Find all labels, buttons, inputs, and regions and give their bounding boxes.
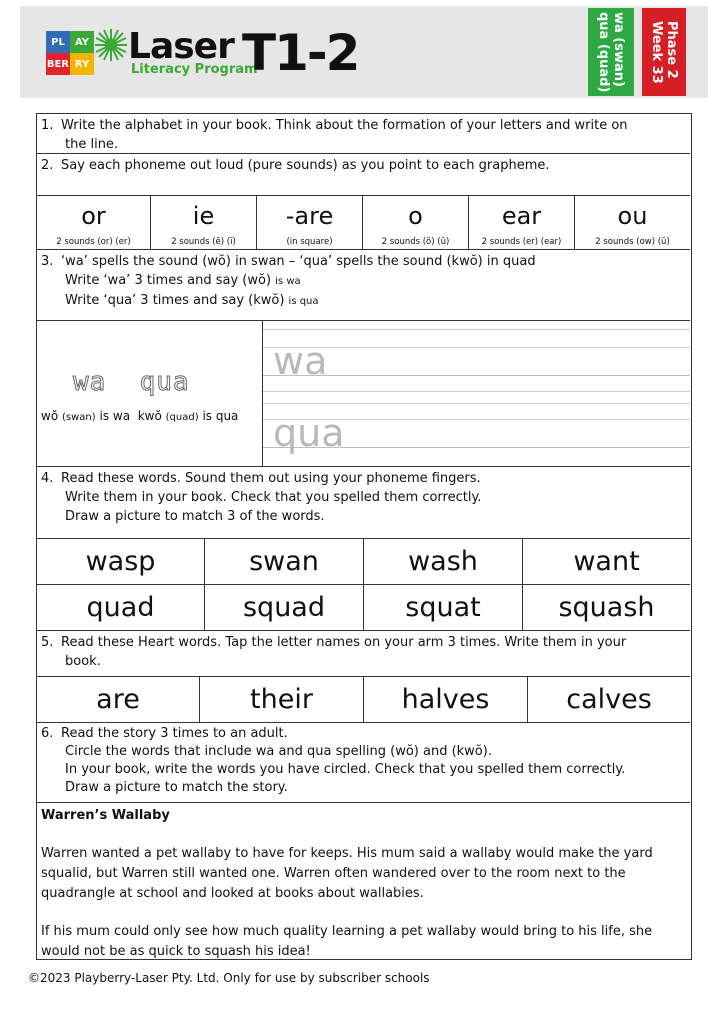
phoneme-grid: [37, 196, 690, 250]
task-4-line-2: Write them in your book. Check that you spelled them correctly.: [65, 490, 482, 505]
task-number: 2.: [41, 158, 54, 173]
sound-note: 2 sounds (ow) (ŭ): [595, 237, 670, 247]
task-5-line-1: Read these Heart words. Tap the letter names on your arm 3 times. Write them in your: [61, 635, 627, 650]
trace-letters: [73, 367, 190, 397]
task-4: [37, 467, 690, 539]
heart-word-card: are: [37, 677, 200, 722]
phase-week-tab: [642, 8, 686, 96]
handwriting-lines[interactable]: [263, 321, 690, 466]
puzzle-piece: RY: [70, 53, 94, 75]
tracing-letters-box: [37, 321, 263, 466]
heart-word-card: calves: [566, 684, 652, 715]
grapheme: ie: [192, 202, 215, 230]
grapheme: o: [408, 202, 423, 230]
trace-wa: wa: [73, 367, 107, 397]
word-card: swan: [205, 539, 364, 584]
grapheme: or: [81, 202, 106, 230]
task-6: [37, 723, 690, 803]
puzzle-piece: AY: [70, 31, 94, 53]
word-grid-row-2: [37, 585, 690, 631]
trace-qua: qua: [139, 367, 190, 397]
logo-subtitle: Literacy Program: [131, 62, 258, 77]
worksheet: [36, 113, 692, 960]
level-label: T1-2: [242, 24, 359, 82]
heart-word-card: their: [200, 677, 364, 722]
task-number: 4.: [41, 471, 54, 486]
word-card: wash: [364, 539, 523, 584]
sound-note: 2 sounds (er) (ear): [481, 237, 562, 247]
word-card: want: [573, 546, 640, 577]
story-title: Warren’s Wallaby: [41, 808, 170, 823]
phoneme-card: [257, 196, 363, 249]
task-2-text: Say each phoneme out loud (pure sounds) as you point to each grapheme.: [61, 158, 550, 173]
task-4-line-1: Read these words. Sound them out using your phoneme fingers.: [61, 471, 481, 486]
story-section: [37, 803, 690, 958]
word-card: wasp: [37, 539, 205, 584]
story-paragraph: If his mum could only see how much quality learning a pet wallaby would bring to his life, she would not be as quick to squash his idea!: [41, 924, 653, 959]
page-header: [20, 6, 708, 98]
task-6-line-2: Circle the words that include wa and qua spelling (wŏ) and (kwŏ).: [65, 744, 492, 759]
task-1: [37, 114, 690, 154]
focus-tab-text: wa (swan) qua (quad): [596, 11, 626, 93]
word-grid-row-1: [37, 539, 690, 585]
phoneme-card: [469, 196, 575, 249]
focus-tab: [588, 8, 634, 96]
task-3-line-2: Write ‘wa’ 3 times and say (wŏ): [65, 273, 272, 288]
phoneme-card: [363, 196, 469, 249]
heart-word-card: halves: [364, 677, 528, 722]
sound-note: 2 sounds (ē) (ī): [171, 237, 236, 247]
story-paragraph: Warren wanted a pet wallaby to have for keeps. His mum said a wallaby would make the yard squalid, but Warren still wanted one. Warren often wandered over to the room next to the quadrangle at school and looked at books about wallabies.: [41, 846, 653, 901]
trace-caption: wŏ (swan) is wa kwŏ (quad) is qua: [41, 409, 239, 423]
grapheme: ear: [501, 202, 542, 230]
task-number: 1.: [41, 118, 54, 133]
word-card: quad: [37, 585, 205, 630]
task-1-text-continued: the line.: [65, 137, 119, 152]
task-3-line-3-note: is qua: [288, 296, 319, 307]
grapheme: ou: [617, 202, 648, 230]
grapheme: -are: [285, 202, 334, 230]
logo-laser-text: Laser: [128, 26, 234, 67]
task-6-line-3: In your book, write the words you have circled. Check that you spelled them correctly.: [65, 762, 626, 777]
task-1-text: Write the alphabet in your book. Think about the formation of your letters and write on: [61, 118, 628, 133]
task-number: 6.: [41, 726, 54, 741]
tracing-section: [37, 321, 690, 467]
task-6-line-4: Draw a picture to match the story.: [65, 780, 288, 795]
word-card: squat: [364, 585, 523, 630]
laser-star-icon: [94, 28, 128, 62]
word-card: squad: [205, 585, 364, 630]
phase-week-text: Phase 2 Week 33: [649, 20, 679, 84]
phoneme-card: [575, 196, 690, 249]
guide-text-qua: qua: [273, 411, 345, 455]
task-3: [37, 250, 690, 321]
task-5-line-2: book.: [65, 654, 101, 669]
sound-note: 2 sounds (ŏ) (ŭ): [381, 237, 450, 247]
task-3-line-2-note: is wa: [275, 276, 301, 287]
playberry-puzzle-logo: [46, 31, 94, 75]
puzzle-piece: PL: [46, 31, 70, 53]
phoneme-card: [151, 196, 257, 249]
phoneme-card: [37, 196, 151, 249]
task-number: 3.: [41, 254, 54, 269]
heart-words-grid: [37, 677, 690, 723]
sound-note: 2 sounds (or) (er): [56, 237, 131, 247]
task-6-line-1: Read the story 3 times to an adult.: [61, 726, 288, 741]
guide-text-wa: wa: [273, 339, 328, 383]
copyright-footer: ©2023 Playberry-Laser Pty. Ltd. Only for use by subscriber schools: [28, 971, 430, 985]
task-number: 5.: [41, 635, 54, 650]
task-3-line-3: Write ‘qua’ 3 times and say (kwŏ): [65, 293, 285, 308]
task-3-line-1: ‘wa’ spells the sound (wŏ) in swan – ‘qua’ spells the sound (kwŏ) in quad: [61, 254, 536, 269]
task-5: [37, 631, 690, 677]
puzzle-piece: BER: [46, 53, 70, 75]
task-4-line-3: Draw a picture to match 3 of the words.: [65, 509, 325, 524]
sound-note: (in square): [286, 237, 333, 247]
task-2: [37, 154, 690, 196]
word-card: squash: [558, 592, 655, 623]
